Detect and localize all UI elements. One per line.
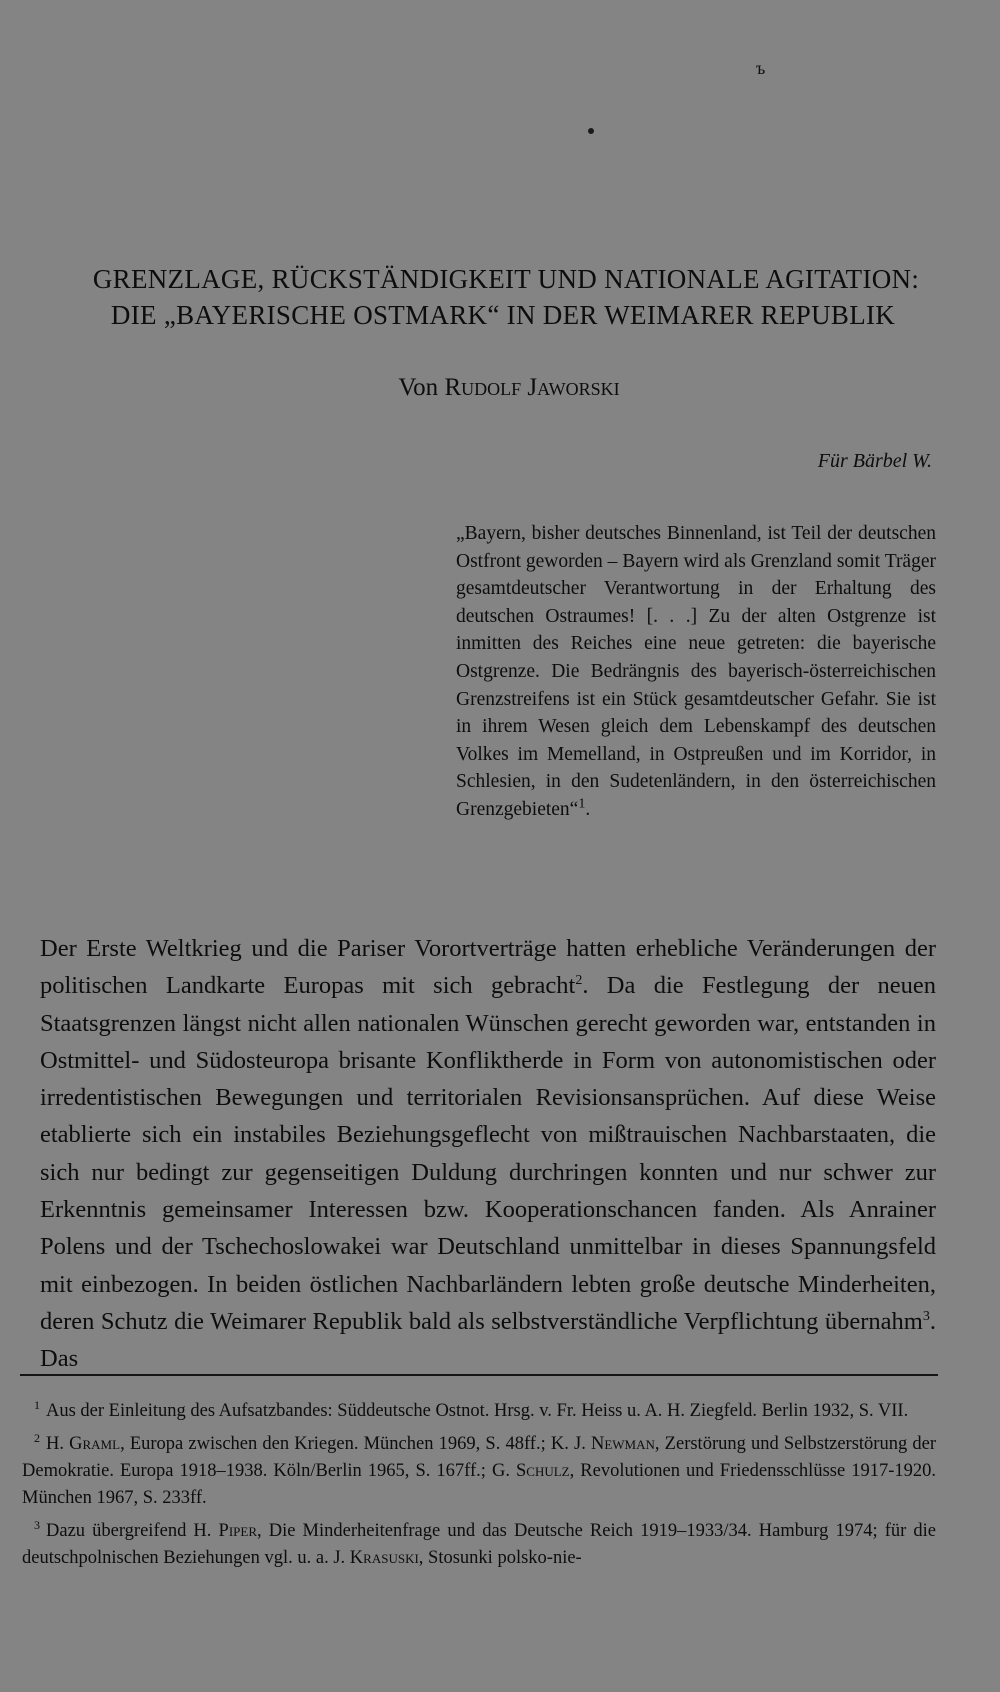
top-margin-mark: ъ bbox=[756, 58, 766, 78]
footnote-ref-3: 3 bbox=[922, 1308, 930, 1324]
footnote-text: , Europa zwischen den Kriegen. München 1969, S. 48ff.; K. J. bbox=[120, 1434, 591, 1455]
author-name: Rudolf Jaworski bbox=[444, 374, 620, 401]
epigraph-text: „Bayern, bisher deutsches Binnenland, ist Teil der deutschen Ostfront geworden – Bayern wird als Grenzland somit Träger gesamtdeutscher Verantwortung in der Erhaltung des deutschen Ostraumes! [. . .] Zu der alten Ostgrenze ist inmitten des Reiches eine neue getreten: die bayerische Ostgrenze. Die Bedrängnis des bayerisch-österreichischen Grenzstreifens ist ein Stück gesamtdeutscher Gefahr. Sie ist in ihrem Wesen gleich dem Lebenskampf des deutschen Volkes im Memelland, in Ostpreußen und im Korridor, in Schlesien, in den Sudetenländern, in den österreichischen Grenzgebieten“ bbox=[456, 523, 936, 820]
footnote-author-name: Graml bbox=[69, 1434, 121, 1455]
footnote-ref-2: 2 bbox=[575, 973, 583, 989]
footnote-number: 3 bbox=[34, 1518, 40, 1533]
footnote-author-name: Schulz bbox=[516, 1461, 570, 1482]
footnote-3 bbox=[22, 1512, 936, 1572]
footnote-author-name: Newman bbox=[590, 1434, 655, 1455]
footnote-text: , Stosunki polsko-nie- bbox=[418, 1548, 582, 1569]
footnote-author-name: Krasuski bbox=[349, 1548, 419, 1569]
article-title-line-2: DIE „BAYERISCHE OSTMARK“ IN DER WEIMARER REPUBLIK bbox=[110, 300, 896, 330]
footnote-text: , Zerstörung und Selbstzerstörung der Demokratie. Europa 1918–1938. Köln/Berlin 1965, S. 167ff.; G. bbox=[22, 1434, 936, 1482]
epigraph-end: . bbox=[585, 798, 591, 820]
author-line bbox=[0, 374, 1000, 402]
body-text-part-2: . Da die Festlegung der neuen Staatsgrenzen längst nicht allen nationalen Wünschen gerecht geworden war, entstanden in Ostmittel- und Südosteuropa brisante Konfliktherde in Form von autonomistischen oder irredentistischen Bewegungen und territorialen Revisionsansprüchen. Auf diese Weise etablierte sich ein instabiles Beziehungsgeflecht von mißtrauischen Nachbarstaaten, die sich nur bedingt zur gegenseitigen Duldung durchringen konnten und nur schwer zur Erkenntnis gemeinsamer Interessen bzw. Kooperationschancen fanden. Als Anrainer Polens und der Tschechoslowakei war Deutschland unmittelbar in dieses Spannungsfeld mit einbezogen. In beiden östlichen Nachbarländern lebten große deutsche Minderheiten, deren Schutz die Weimarer Republik bald als selbstverständliche Verpflichtung übernahm bbox=[40, 972, 936, 1335]
footnote-text: Aus der Einleitung des Aufsatzbandes: Süddeutsche Ostnot. Hrsg. v. Fr. Heiss u. A. H. Ziegfeld. Berlin 1932, S. VII. bbox=[46, 1401, 909, 1422]
article-title-line-1: GRENZLAGE, RÜCKSTÄNDIGKEIT UND NATIONALE AGITATION: bbox=[92, 264, 920, 294]
footnote-author-name: Piper bbox=[218, 1521, 257, 1542]
body-text-part-1: Der Erste Weltkrieg und die Pariser Vorortverträge hatten erhebliche Veränderungen der politischen Landkarte Europas mit sich gebracht bbox=[40, 935, 936, 1000]
footnote-text: H. bbox=[46, 1434, 70, 1455]
author-prefix: Von bbox=[398, 374, 439, 401]
footnote-text: , Die Minderheitenfrage und das Deutsche Reich 1919–1933/34. Hamburg 1974; für die deutschpolnischen Beziehungen vgl. u. a. J. bbox=[22, 1521, 936, 1569]
epigraph-quote bbox=[456, 520, 936, 824]
footnote-separator-rule bbox=[20, 1374, 938, 1376]
footnotes bbox=[22, 1392, 936, 1572]
footnote-text: , Revolutionen und Friedensschlüsse 1917-1920. München 1967, S. 233ff. bbox=[22, 1461, 937, 1509]
dedication: Für Bärbel W. bbox=[817, 450, 932, 472]
body-text-part-3: . Das bbox=[40, 1307, 936, 1373]
footnote-number: 1 bbox=[34, 1398, 40, 1412]
footnote-1 bbox=[22, 1392, 936, 1425]
footnote-number: 2 bbox=[34, 1431, 40, 1446]
body-paragraph bbox=[40, 930, 936, 1378]
footnote-ref-1: 1 bbox=[578, 796, 586, 812]
scan-speck bbox=[588, 128, 594, 134]
footnote-text: Dazu übergreifend H. bbox=[46, 1521, 219, 1542]
footnote-2 bbox=[22, 1425, 936, 1512]
